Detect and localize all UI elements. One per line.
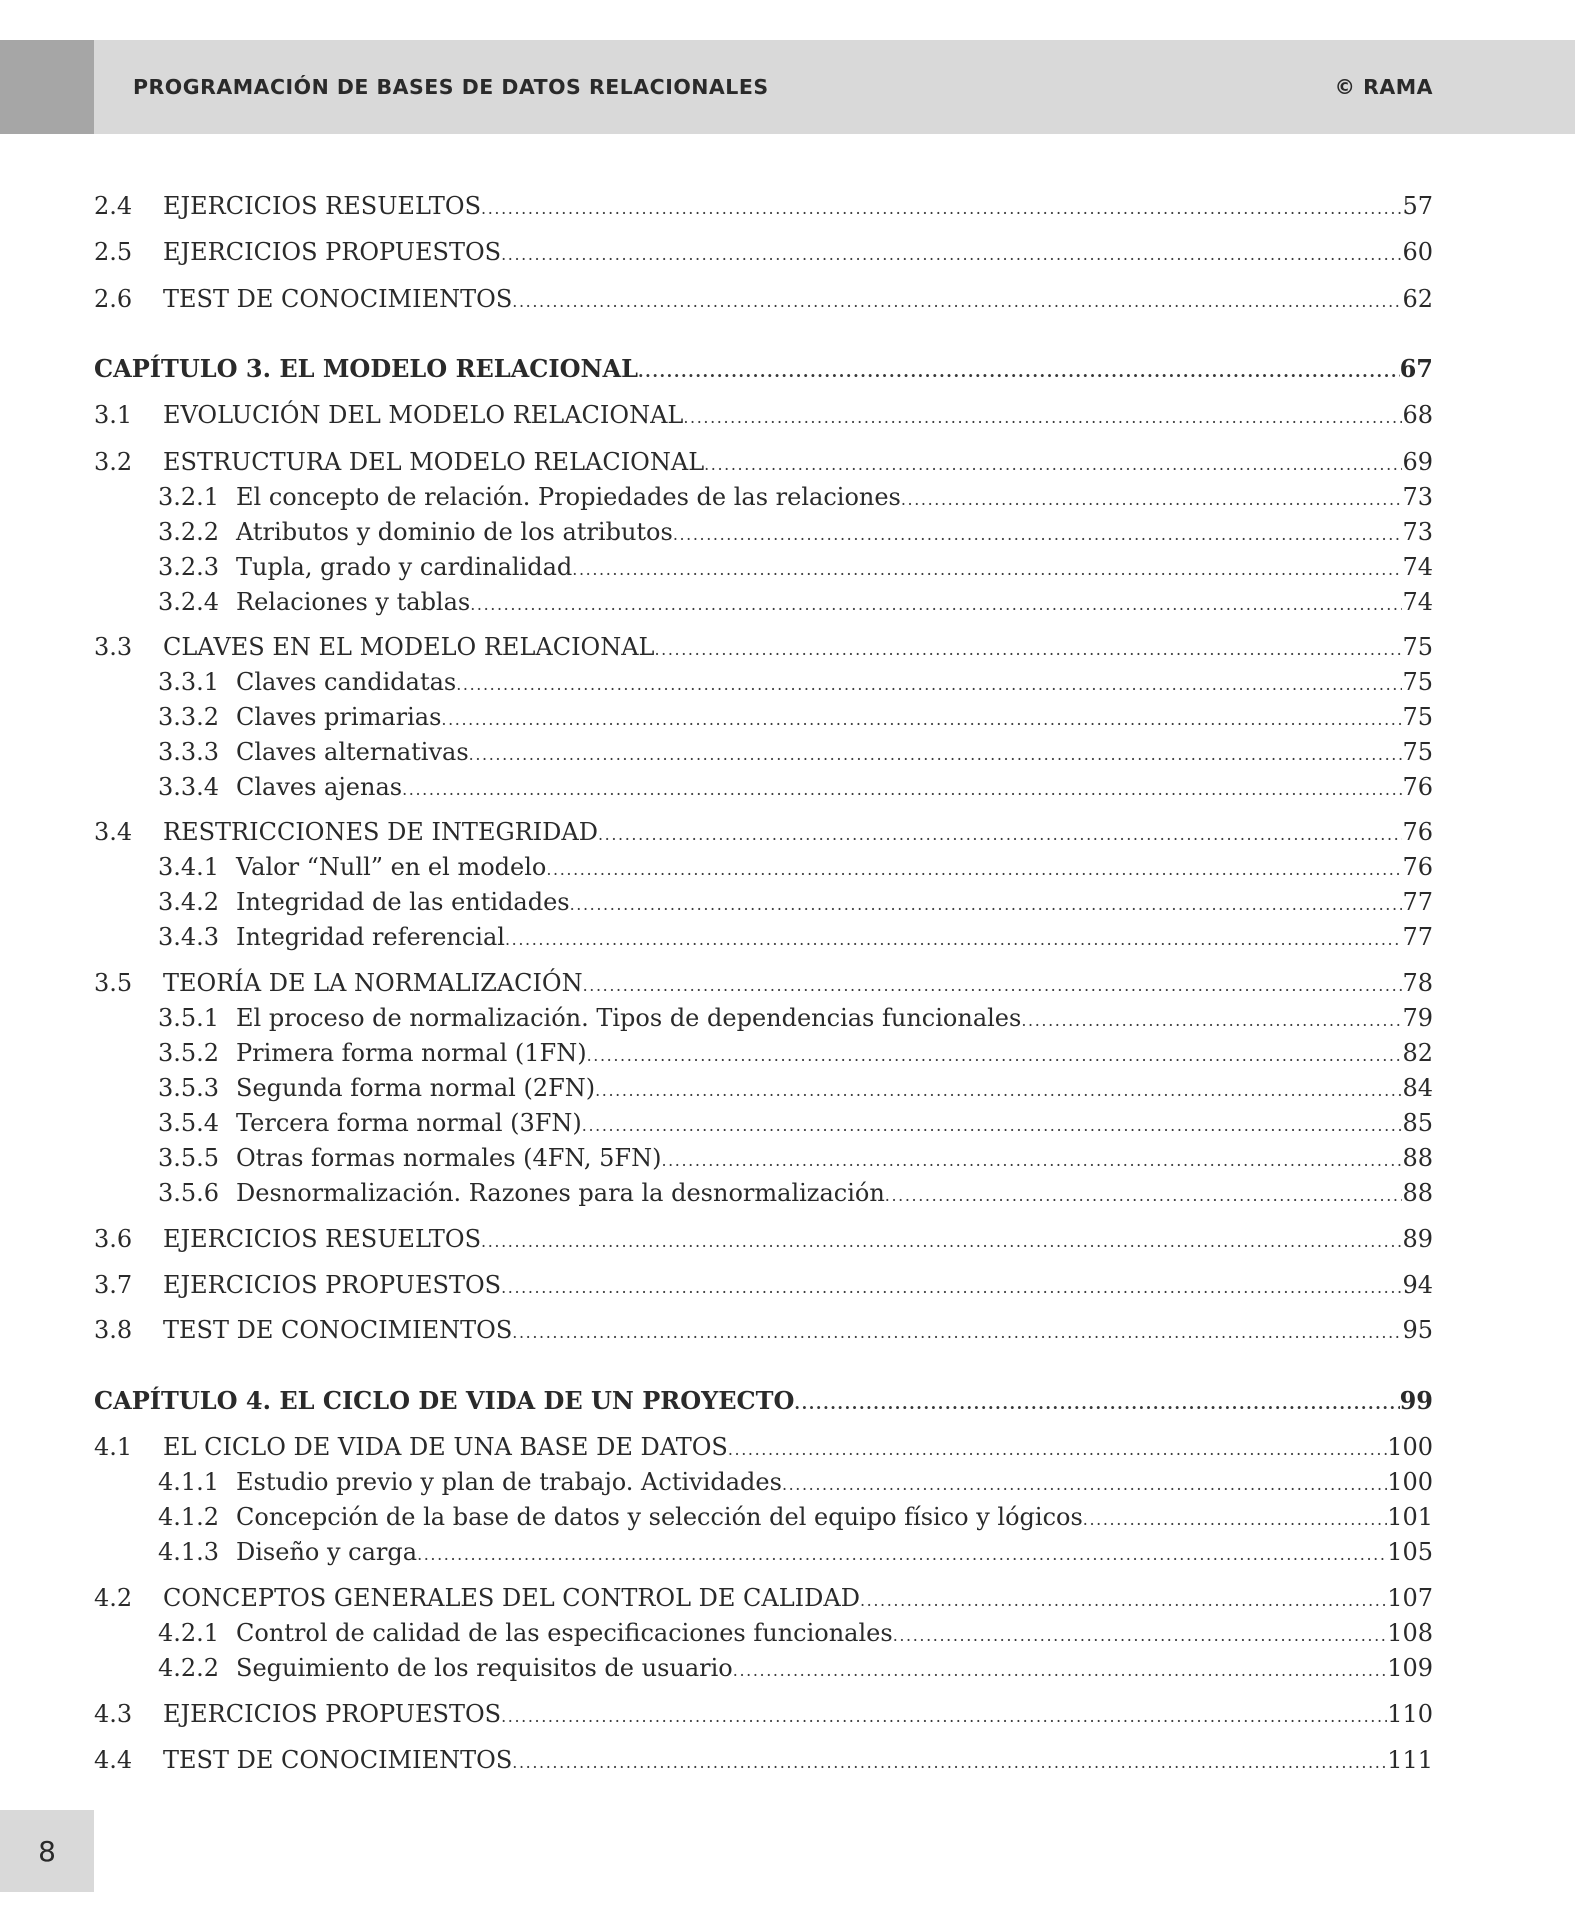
toc-entry <box>158 481 1433 513</box>
toc-entry-page: 75 <box>1402 703 1433 731</box>
toc-entry <box>94 1431 1433 1463</box>
toc-entry-title: EJERCICIOS PROPUESTOS <box>163 1271 502 1299</box>
toc-entry-page: 94 <box>1402 1271 1433 1299</box>
toc-dot-leader <box>501 1701 1387 1733</box>
toc-entry-page: 79 <box>1402 1004 1433 1032</box>
toc-entry-page: 75 <box>1402 633 1433 661</box>
toc-entry-number: 3.4 <box>94 818 133 846</box>
toc-dot-leader <box>546 854 1402 886</box>
toc-dot-leader <box>470 589 1402 621</box>
toc-dot-leader <box>583 970 1403 1002</box>
toc-entry-page: 77 <box>1402 923 1433 951</box>
toc-dot-leader <box>481 1226 1402 1258</box>
toc-entry-title: Atributos y dominio de los atributos <box>236 518 673 546</box>
toc-dot-leader <box>469 739 1403 771</box>
toc-entry-page: 100 <box>1387 1468 1433 1496</box>
toc-entry-page: 73 <box>1402 483 1433 511</box>
toc-entry-page: 77 <box>1402 888 1433 916</box>
toc-entry-number: 3.3.4 <box>158 773 220 801</box>
toc-entry-page: 76 <box>1402 818 1433 846</box>
toc-entry-page: 89 <box>1402 1225 1433 1253</box>
toc-entry-title: Diseño y carga <box>236 1538 418 1566</box>
toc-dot-leader <box>1021 1005 1402 1037</box>
toc-entry-page: 107 <box>1387 1584 1433 1612</box>
toc-dot-leader <box>501 239 1402 271</box>
toc-entry-title: CONCEPTOS GENERALES DEL CONTROL DE CALIDAD <box>163 1584 860 1612</box>
toc-entry-title: ESTRUCTURA DEL MODELO RELACIONAL <box>163 448 705 476</box>
toc-entry-title: Claves candidatas <box>236 668 457 696</box>
toc-dot-leader <box>885 1180 1403 1212</box>
toc-entry-title: EVOLUCIÓN DEL MODELO RELACIONAL <box>163 401 684 429</box>
toc-entry-number: 3.3 <box>94 633 133 661</box>
toc-entry-number: 4.2.2 <box>158 1654 220 1682</box>
toc-entry <box>94 283 1433 315</box>
toc-dot-leader <box>595 1075 1402 1107</box>
toc-entry-page: 69 <box>1402 448 1433 476</box>
toc-entry-title: EJERCICIOS PROPUESTOS <box>163 238 502 266</box>
toc-entry-title: El proceso de normalización. Tipos de dependencias funcionales <box>236 1004 1022 1032</box>
toc-entry <box>158 1536 1433 1568</box>
toc-dot-leader <box>1083 1504 1387 1536</box>
toc-dot-leader <box>512 1317 1402 1349</box>
toc-entry-number: 3.3.3 <box>158 738 220 766</box>
toc-entry-number: 3.5 <box>94 969 133 997</box>
toc-entry <box>158 1142 1433 1174</box>
toc-entry-page: 68 <box>1402 401 1433 429</box>
toc-entry-title: Segunda forma normal (2FN) <box>236 1074 596 1102</box>
toc-dot-leader <box>417 1539 1387 1571</box>
toc-entry-title: TEST DE CONOCIMIENTOS <box>163 1746 513 1774</box>
toc-chapter-entry <box>94 1385 1433 1417</box>
toc-dot-leader <box>501 1272 1402 1304</box>
toc-entry <box>158 736 1433 768</box>
toc-entry <box>94 399 1433 431</box>
toc-entry-page: 82 <box>1402 1039 1433 1067</box>
toc-entry <box>158 1037 1433 1069</box>
toc-entry-number: 3.3.1 <box>158 668 220 696</box>
toc-entry <box>94 190 1433 222</box>
toc-entry-number: 4.1 <box>94 1433 133 1461</box>
toc-entry <box>158 921 1433 953</box>
toc-entry-title: Otras formas normales (4FN, 5FN) <box>236 1144 662 1172</box>
toc-dot-leader <box>598 819 1402 851</box>
toc-dot-leader <box>782 1469 1387 1501</box>
toc-entry <box>158 1107 1433 1139</box>
toc-entry-number: 3.6 <box>94 1225 133 1253</box>
toc-entry <box>158 1466 1433 1498</box>
toc-entry-title: Claves ajenas <box>236 773 403 801</box>
toc-entry <box>94 1744 1433 1776</box>
toc-entry-title: Concepción de la base de datos y selección del equipo físico y lógicos <box>236 1503 1083 1531</box>
toc-entry-number: 3.1 <box>94 401 133 429</box>
toc-entry-title: Valor “Null” en el modelo <box>236 853 547 881</box>
toc-dot-leader <box>733 1655 1387 1687</box>
toc-entry-title: EL CICLO DE VIDA DE UNA BASE DE DATOS <box>163 1433 728 1461</box>
toc-entry <box>158 1617 1433 1649</box>
toc-entry-number: 3.5.5 <box>158 1144 220 1172</box>
toc-entry-page: 75 <box>1402 738 1433 766</box>
toc-dot-leader <box>481 193 1402 225</box>
toc-entry-title: EJERCICIOS RESUELTOS <box>163 192 482 220</box>
toc-entry-number: 3.5.2 <box>158 1039 220 1067</box>
toc-entry-page: 88 <box>1402 1179 1433 1207</box>
toc-dot-leader <box>655 634 1403 666</box>
toc-dot-leader <box>893 1620 1388 1652</box>
toc-dot-leader <box>441 704 1402 736</box>
toc-entry-title: Seguimiento de los requisitos de usuario <box>236 1654 733 1682</box>
toc-entry-title: Estudio previo y plan de trabajo. Actividades <box>236 1468 782 1496</box>
toc-entry-page: 76 <box>1402 773 1433 801</box>
toc-entry <box>158 1177 1433 1209</box>
toc-entry-number: 3.4.3 <box>158 923 220 951</box>
toc-entry <box>158 516 1433 548</box>
toc-dot-leader <box>673 519 1403 551</box>
toc-entry-title: Control de calidad de las especificaciones funcionales <box>236 1619 893 1647</box>
toc-entry-page: 105 <box>1387 1538 1433 1566</box>
toc-entry-number: 3.4.2 <box>158 888 220 916</box>
toc-entry <box>94 1223 1433 1255</box>
toc-entry-title: Tupla, grado y cardinalidad <box>236 553 573 581</box>
toc-dot-leader <box>728 1434 1387 1466</box>
toc-entry-page: 100 <box>1387 1433 1433 1461</box>
toc-entry-number: 2.4 <box>94 192 133 220</box>
toc-entry-title: Claves primarias <box>236 703 442 731</box>
toc-entry <box>94 631 1433 663</box>
toc-entry-title: TEST DE CONOCIMIENTOS <box>163 1316 513 1344</box>
toc-entry-title: CLAVES EN EL MODELO RELACIONAL <box>163 633 655 661</box>
toc-entry-page: 88 <box>1402 1144 1433 1172</box>
toc-entry-page: 76 <box>1402 853 1433 881</box>
toc-entry-page: 73 <box>1402 518 1433 546</box>
toc-entry-page: 67 <box>1399 354 1433 383</box>
toc-entry-page: 99 <box>1399 1386 1433 1415</box>
toc-dot-leader <box>512 1747 1387 1779</box>
toc-entry-title: Primera forma normal (1FN) <box>236 1039 587 1067</box>
toc-entry <box>158 666 1433 698</box>
toc-entry-page: 78 <box>1402 969 1433 997</box>
toc-entry <box>158 851 1433 883</box>
toc-entry-title: Relaciones y tablas <box>236 588 471 616</box>
toc-entry <box>158 771 1433 803</box>
toc-dot-leader <box>860 1585 1387 1617</box>
toc-entry-number: 3.5.3 <box>158 1074 220 1102</box>
toc-entry-number: 3.5.6 <box>158 1179 220 1207</box>
toc-entry-title: TEORÍA DE LA NORMALIZACIÓN <box>163 969 583 997</box>
toc-entry-number: 3.5.1 <box>158 1004 220 1032</box>
toc-entry-page: 62 <box>1402 285 1433 313</box>
toc-entry-number: 3.3.2 <box>158 703 220 731</box>
toc-entry-number: 3.7 <box>94 1271 133 1299</box>
toc-entry <box>158 586 1433 618</box>
toc-entry-page: 60 <box>1402 238 1433 266</box>
toc-entry-page: 74 <box>1402 588 1433 616</box>
toc-entry-number: 4.3 <box>94 1700 133 1728</box>
toc-entry <box>158 886 1433 918</box>
toc-entry-title: Tercera forma normal (3FN) <box>236 1109 582 1137</box>
toc-entry-number: 3.2.2 <box>158 518 220 546</box>
toc-entry-number: 2.5 <box>94 238 133 266</box>
toc-chapter-entry <box>94 353 1433 385</box>
toc-entry-number: 4.2.1 <box>158 1619 220 1647</box>
toc-entry-number: 4.2 <box>94 1584 133 1612</box>
toc-entry-title: EJERCICIOS RESUELTOS <box>163 1225 482 1253</box>
toc-entry-page: 85 <box>1402 1109 1433 1137</box>
toc-dot-leader <box>638 356 1400 388</box>
toc-entry-title: RESTRICCIONES DE INTEGRIDAD <box>163 818 598 846</box>
toc-entry <box>158 1072 1433 1104</box>
toc-entry <box>94 1314 1433 1346</box>
toc-entry-number: 3.4.1 <box>158 853 220 881</box>
toc-entry-page: 75 <box>1402 668 1433 696</box>
toc-entry-number: 4.1.3 <box>158 1538 220 1566</box>
toc-dot-leader <box>402 774 1402 806</box>
toc-entry-page: 95 <box>1402 1316 1433 1344</box>
toc-dot-leader <box>704 449 1402 481</box>
toc-entry-number: 2.6 <box>94 285 133 313</box>
toc-dot-leader <box>512 286 1402 318</box>
toc-entry-number: 4.1.1 <box>158 1468 220 1496</box>
toc-dot-leader <box>582 1110 1403 1142</box>
toc-entry-title: El concepto de relación. Propiedades de las relaciones <box>236 483 901 511</box>
toc-entry <box>158 1501 1433 1533</box>
toc-dot-leader <box>901 484 1403 516</box>
toc-entry-number: 4.1.2 <box>158 1503 220 1531</box>
header-corner-block <box>0 40 94 134</box>
toc-entry <box>94 446 1433 478</box>
toc-entry <box>158 1002 1433 1034</box>
toc-entry-page: 74 <box>1402 553 1433 581</box>
toc-entry-page: 57 <box>1402 192 1433 220</box>
toc-entry-title: Claves alternativas <box>236 738 469 766</box>
toc-entry-number: 3.2.1 <box>158 483 220 511</box>
toc-dot-leader <box>587 1040 1403 1072</box>
toc-dot-leader <box>570 889 1403 921</box>
toc-entry-number: 3.2.3 <box>158 553 220 581</box>
toc-entry <box>94 1698 1433 1730</box>
toc-entry <box>158 701 1433 733</box>
copyright: © RAMA <box>1334 75 1433 99</box>
toc-entry <box>94 236 1433 268</box>
toc-dot-leader <box>572 554 1402 586</box>
toc-dot-leader <box>794 1388 1399 1420</box>
toc-dot-leader <box>505 924 1402 956</box>
toc-entry-number: 4.4 <box>94 1746 133 1774</box>
toc-entry <box>94 1269 1433 1301</box>
toc-entry-title: Desnormalización. Razones para la desnormalización <box>236 1179 885 1207</box>
toc-entry-page: 101 <box>1387 1503 1433 1531</box>
toc-dot-leader <box>456 669 1402 701</box>
running-title: PROGRAMACIÓN DE BASES DE DATOS RELACIONALES <box>133 75 769 99</box>
toc-entry-title: EJERCICIOS PROPUESTOS <box>163 1700 502 1728</box>
toc-entry-title: Integridad de las entidades <box>236 888 570 916</box>
toc-entry <box>158 1652 1433 1684</box>
toc-entry-number: 3.8 <box>94 1316 133 1344</box>
toc-entry <box>94 816 1433 848</box>
toc-entry <box>158 551 1433 583</box>
toc-entry-number: 3.2 <box>94 448 133 476</box>
toc-entry-page: 110 <box>1387 1700 1433 1728</box>
toc-entry-page: 111 <box>1387 1746 1433 1774</box>
toc-dot-leader <box>661 1145 1402 1177</box>
toc-entry-title: CAPÍTULO 3. EL MODELO RELACIONAL <box>94 354 638 383</box>
toc-entry-number: 3.2.4 <box>158 588 220 616</box>
toc-entry-page: 84 <box>1402 1074 1433 1102</box>
toc-dot-leader <box>683 402 1402 434</box>
toc-entry-page: 108 <box>1387 1619 1433 1647</box>
toc-entry-number: 3.5.4 <box>158 1109 220 1137</box>
toc-entry-title: TEST DE CONOCIMIENTOS <box>163 285 513 313</box>
page-number: 8 <box>38 1834 56 1868</box>
toc-entry-page: 109 <box>1387 1654 1433 1682</box>
toc-entry-title: Integridad referencial <box>236 923 505 951</box>
toc-entry-title: CAPÍTULO 4. EL CICLO DE VIDA DE UN PROYECTO <box>94 1386 795 1415</box>
toc-entry <box>94 967 1433 999</box>
toc-entry <box>94 1582 1433 1614</box>
